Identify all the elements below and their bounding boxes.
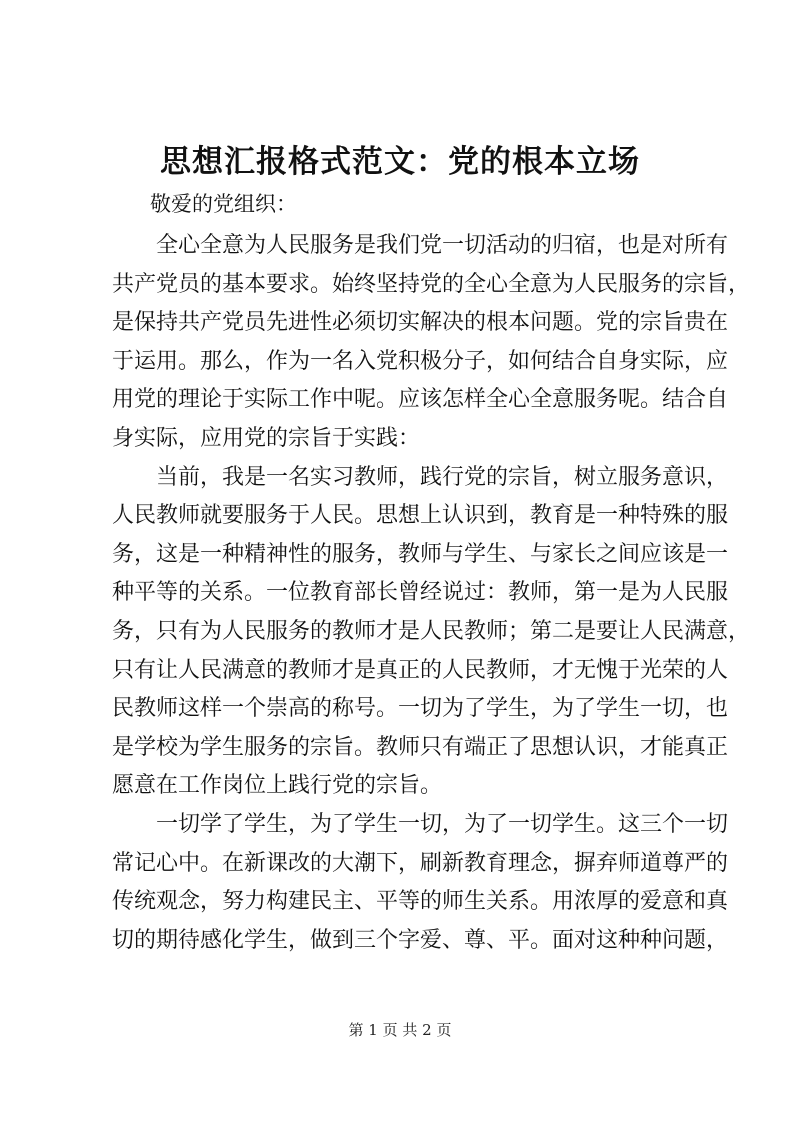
paragraph-line: 人民教师就要服务于人民。思想上认识到，教育是一种特殊的服 (112, 503, 729, 529)
document-title: 思想汇报格式范文：党的根本立场 (160, 144, 640, 180)
paragraph-line: 当前，我是一名实习教师，践行党的宗旨，树立服务意识， (156, 464, 729, 490)
paragraph-line: 愿意在工作岗位上践行党的宗旨。 (112, 773, 443, 799)
paragraph-2 (112, 459, 751, 806)
paragraph-line: 传统观念，努力构建民主、平等的师生关系。用浓厚的爱意和真 (112, 889, 729, 915)
salutation: 敬爱的党组织： (150, 192, 297, 216)
paragraph-line: 只有让人民满意的教师才是真正的人民教师，才无愧于光荣的人 (112, 657, 729, 683)
paragraph-line: 务，这是一种精神性的服务，教师与学生、与家长之间应该是一 (112, 541, 729, 567)
paragraph-line: 一切学了学生，为了学生一切，为了一切学生。这三个一切 (156, 811, 729, 837)
paragraph-1 (112, 227, 751, 459)
page-footer: 第 1 页 共 2 页 (348, 1021, 452, 1039)
paragraph-line: 共产党员的基本要求。始终坚持党的全心全意为人民服务的宗旨， (112, 271, 751, 297)
document-body (112, 182, 751, 960)
paragraph-line: 于运用。那么，作为一名入党积极分子，如何结合自身实际，应 (112, 348, 729, 374)
paragraph-line: 切的期待感化学生，做到三个字爱、尊、平。面对这种种问题， (112, 927, 729, 953)
paragraph-line: 全心全意为人民服务是我们党一切活动的归宿，也是对所有 (156, 233, 729, 258)
paragraph-3 (112, 806, 729, 960)
paragraph-line: 用党的理论于实际工作中呢。应该怎样全心全意服务呢。结合自 (112, 387, 729, 413)
paragraph-line: 务，只有为人民服务的教师才是人民教师；第二是要让人民满意， (112, 618, 751, 644)
paragraph-line: 种平等的关系。一位教育部长曾经说过：教师，第一是为人民服 (112, 580, 729, 606)
paragraph-line: 民教师这样一个崇高的称号。一切为了学生，为了学生一切，也 (112, 696, 729, 722)
paragraph-line: 常记心中。在新课改的大潮下，刷新教育理念，摒弃师道尊严的 (112, 850, 729, 876)
paragraph-line: 是学校为学生服务的宗旨。教师只有端正了思想认识，才能真正 (112, 734, 729, 760)
paragraph-line: 身实际，应用党的宗旨于实践： (112, 425, 421, 451)
paragraph-line: 是保持共产党员先进性必须切实解决的根本问题。党的宗旨贵在 (112, 310, 729, 336)
